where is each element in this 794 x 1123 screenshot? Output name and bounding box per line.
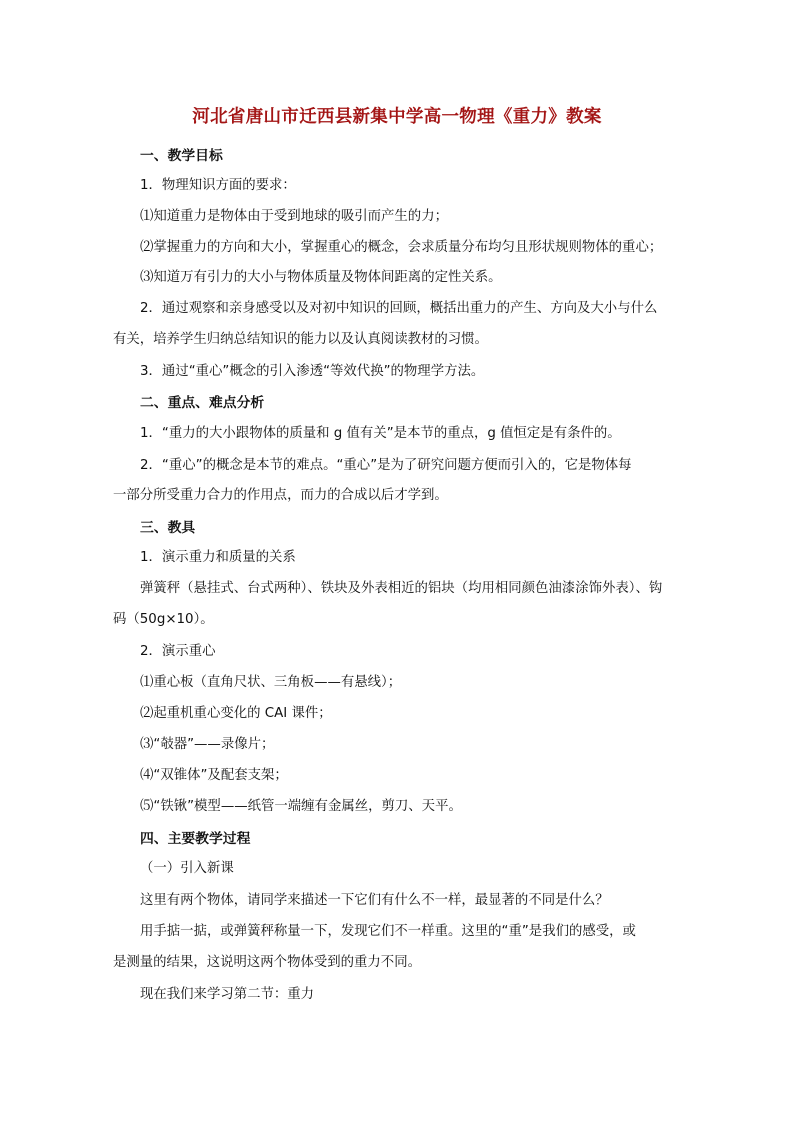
list-item: ⑷“双锥体”及配套支架；: [140, 768, 288, 783]
section-heading-teaching-aids: 三、教具: [140, 520, 196, 536]
list-item: ⑴重心板（直角尺状、三角板——有悬线）；: [140, 675, 402, 690]
subsection-heading: （一）引入新课: [140, 861, 234, 876]
list-item: ⑵起重机重心变化的 CAI 课件；: [140, 706, 332, 721]
paragraph: ⑵掌握重力的方向和大小，掌握重心的概念，会求质量分布均匀且形状规则物体的重心；: [140, 240, 663, 255]
section-heading-teaching-process: 四、主要教学过程: [140, 831, 251, 847]
paragraph: 码（50g×10）。: [113, 612, 214, 627]
paragraph: 1．物理知识方面的要求：: [140, 178, 296, 193]
paragraph: 2．演示重心: [140, 644, 216, 659]
paragraph: 现在我们来学习第二节：重力: [140, 987, 315, 1002]
paragraph: 有关，培养学生归纳总结知识的能力以及认真阅读教材的习惯。: [113, 332, 488, 347]
paragraph: 1．“重力的大小跟物体的质量和 g 值有关”是本节的重点，g 值恒定是有条件的。: [140, 426, 621, 441]
paragraph: 用手掂一掂，或弹簧秤称量一下，发现它们不一样重。这里的“重”是我们的感受，或: [140, 924, 636, 939]
paragraph: 2．“重心”的概念是本节的难点。“重心”是为了研究问题方便而引入的，它是物体每: [140, 458, 632, 473]
paragraph: 2．通过观察和亲身感受以及对初中知识的回顾，概括出重力的产生、方向及大小与什么: [140, 301, 658, 316]
section-heading-teaching-goals: 一、教学目标: [140, 148, 223, 164]
paragraph: 是测量的结果，这说明这两个物体受到的重力不同。: [113, 955, 421, 970]
paragraph: ⑶知道万有引力的大小与物体质量及物体间距离的定性关系。: [140, 270, 502, 285]
section-heading-key-points: 二、重点、难点分析: [140, 395, 265, 411]
paragraph: 弹簧秤（悬挂式、台式两种）、铁块及外表相近的铝块（均用相同颜色油漆涂饰外表）、钩: [140, 581, 663, 596]
paragraph: 一部分所受重力合力的作用点，而力的合成以后才学到。: [113, 488, 448, 503]
paragraph: 3．通过“重心”概念的引入渗透“等效代换”的物理学方法。: [140, 364, 485, 379]
paragraph: 这里有两个物体，请同学来描述一下它们有什么不一样，最显著的不同是什么？: [140, 893, 609, 908]
paragraph: ⑴知道重力是物体由于受到地球的吸引而产生的力；: [140, 209, 448, 224]
list-item: ⑶“攲器”——录像片；: [140, 737, 275, 752]
document-title: 河北省唐山市迁西县新集中学高一物理《重力》教案: [192, 107, 602, 127]
list-item: ⑸“铁锹”模型——纸管一端缠有金属丝，剪刀、天平。: [140, 799, 462, 814]
paragraph: 1．演示重力和质量的关系: [140, 550, 296, 565]
